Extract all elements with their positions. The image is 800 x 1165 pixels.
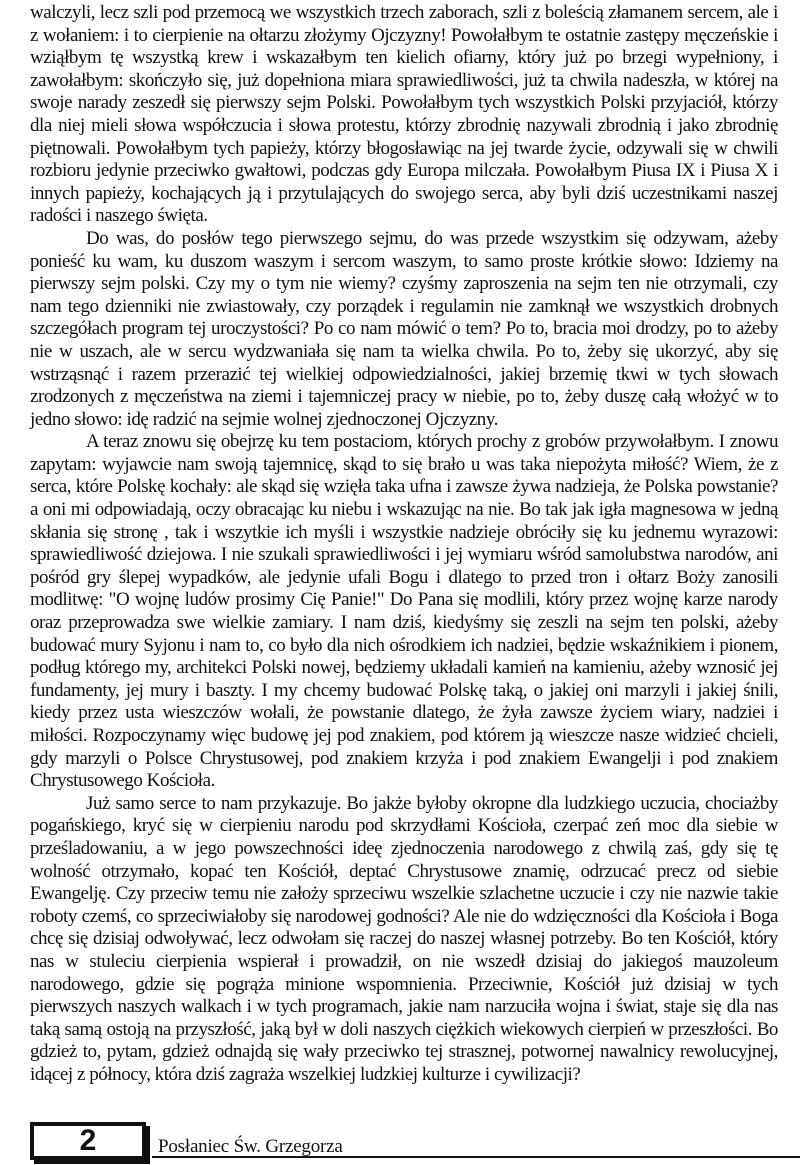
page-number: 2 bbox=[79, 1124, 97, 1157]
page-footer bbox=[0, 1122, 800, 1165]
article-body bbox=[30, 2, 778, 1087]
paragraph-1: walczyli, lecz szli pod przemocą we wszystkich trzech zaborach, szli z boleścią złamanem sercem, ale i z wołaniem: i to cierpienie na ołtarzu złożymy Ojczyzny! Powołałbym te ostatnie zastępy męczeńskie i wziąłbym tę wszystką krew i wskazałbym ten kielich ofiarny, który już po brzegi wypełniony, i zawołałbym: skończyło się, już dopełniona miara sprawiedliwości, już ta chwila nadeszła, w której na swoje narady zeszedł się pierwszy sejm Polski. Powołałbym tych wszystkich Polski przyjaciół, którzy dla niej mieli słowa współczucia i słowa protestu, którzy zbrodnię nazywali zbrodnią i jako zbrodnię piętnowali. Powołałbym tych papieży, którzy błogosławiąc na jej twarde życie, odzywali się w chwili rozbioru jedynie przeciwko gwałtowi, podczas gdy Europa milczała. Powołałbym Piusa IX i Piusa X i innych papieży, kochających ją i przytulających do swojego serca, aby byli dziś uczestnikami naszej radości i naszego święta. bbox=[30, 2, 778, 227]
page-number-box bbox=[30, 1122, 146, 1160]
paragraph-4: Już samo serce to nam przykazuje. Bo jakże byłoby okropne dla ludzkiego uczucia, chociażby pogańskiego, kryć się w cierpieniu narodu pod skrzydłami Kościoła, czerpać zeń moc dla siebie w prześladowaniu, a w jego powszechności ideę zjednoczenia narodowego z chwilą zaś, gdy się tę wolność otrzymało, kopać ten Kościół, deptać Chrystusowe znamię, odrzucać precz od siebie Ewangelję. Czy przeciw temu nie założy sprzeciwu wszelkie szlachetne uczucie i czy nie nazwie takie roboty czemś, co sprzeciwiałoby się narodowej godności? Ale nie do wdzięczności dla Kościoła i Boga chcę się dzisiaj odwoływać, lecz odwołam się raczej do naszej własnej potrzeby. Bo ten Kościół, który nas w stuleciu cierpienia wspierał i prowadził, on nie wszedł dzisiaj do jakiegoś mauzoleum narodowego, gdzie się pogrąża minione wspomnienia. Przeciwnie, Kościół już dzisiaj w tych pierwszych naszych walkach i w tych programach, jakie nam narzuciła wojna i świat, staje się dla nas taką samą ostoją na przyszłość, jaką był w doli naszych ciężkich wiekowych cierpień w przeszłości. Bo gdzież to, pytam, gdzież odnajdą się wały przeciwko tej strasznej, potwornej nawalnicy rewolucyjnej, idącej z północy, która dziś zagraża wszelkiej ludzkiej kulturze i cywilizacji? bbox=[30, 792, 778, 1085]
paragraph-2: Do was, do posłów tego pierwszego sejmu, do was przede wszystkim się odzywam, ażeby ponieść ku wam, ku duszom waszym i sercom waszym, to samo proste krótkie słowo: Idziemy na pierwszy sejm polski. Czy my o tym nie wiemy? czyśmy zaproszenia na sejm ten nie otrzymali, czy nam tego dzienniki nie zwiastowały, czy porządek i regulamin nie zamknął we wszystkich drobnych szczegółach program tej uroczystości? Po co nam mówić o tem? Po to, bracia moi drodzy, po to ażeby nie w uszach, ale w sercu wydzwaniała się nam ta wielka chwila. Po to, żeby się ukorzyć, aby się wstrząsnąć i razem przerazić tej wielkiej odpowiedzialności, jakiej brzemię tkwi w tych słowach zrodzonych z męczeństwa na ziemi i tajemniczej pracy w niebie, po to, żeby duszę całą włożyć w to jedno słowo: idę radzić na sejmie wolnej zjednoczonej Ojczyzny. bbox=[30, 227, 778, 430]
publication-title: Posłaniec Św. Grzegorza bbox=[158, 1136, 343, 1157]
paragraph-3: A teraz znowu się obejrzę ku tem postaciom, których prochy z grobów przywołałbym. I znowu zapytam: wyjawcie nam swoją tajemnicę, skąd to się brało u was taka niepożyta miłość? Wiem, że z serca, które Polskę kochały: ale skąd się wzięła taka ufna i zawsze żywa nadzieja, że Polska powstanie? a oni mi odpowiadają, oczy obracając ku niebu i wskazując na nie. Bo tak jak igła magnesowa w jedną skłania się stronę , tak i wszytkie ich myśli i wszystkie nadzieje obróciły się ku jednemu wyrazowi: sprawiedliwość dziejowa. I nie szukali sprawiedliwości i jej wymiaru wśród samolubstwa narodów, ani pośród gry ślepej wypadków, ale jedynie ufali Bogu i dlatego to przed tron i ołtarz Boży zanosili modlitwę: "O wojnę ludów prosimy Cię Panie!" Do Pana się modlili, który przez wojnę karze narody oraz przeprowadza swe wielkie zamiary. I nam dziś, kiedyśmy się zeszli na sejm ten polski, ażeby budować mury Syjonu i nam to, co było dla nich ośrodkiem ich nadziei, będzie wskaźnikiem i pionem, podług którego my, architekci Polski nowej, będziemy układali kamień na kamieniu, ażeby wznosić jej fundamenty, jej mury i baszty. I my chcemy budować Polskę taką, o jakiej oni marzyli i jakiej śnili, kiedy przez usta wieszczów wołali, że powstanie dlatego, że żyła zawsze życiem wiary, nadziei i miłości. Rozpoczynamy więc budowę jej pod znakiem, pod którem ją wieszcze nasze widzieć chcieli, gdy marzyli o Polsce Chrystusowej, pod znakiem krzyża i pod znakiem Ewangelji i pod znakiem Chrystusowego Kościoła. bbox=[30, 431, 778, 792]
